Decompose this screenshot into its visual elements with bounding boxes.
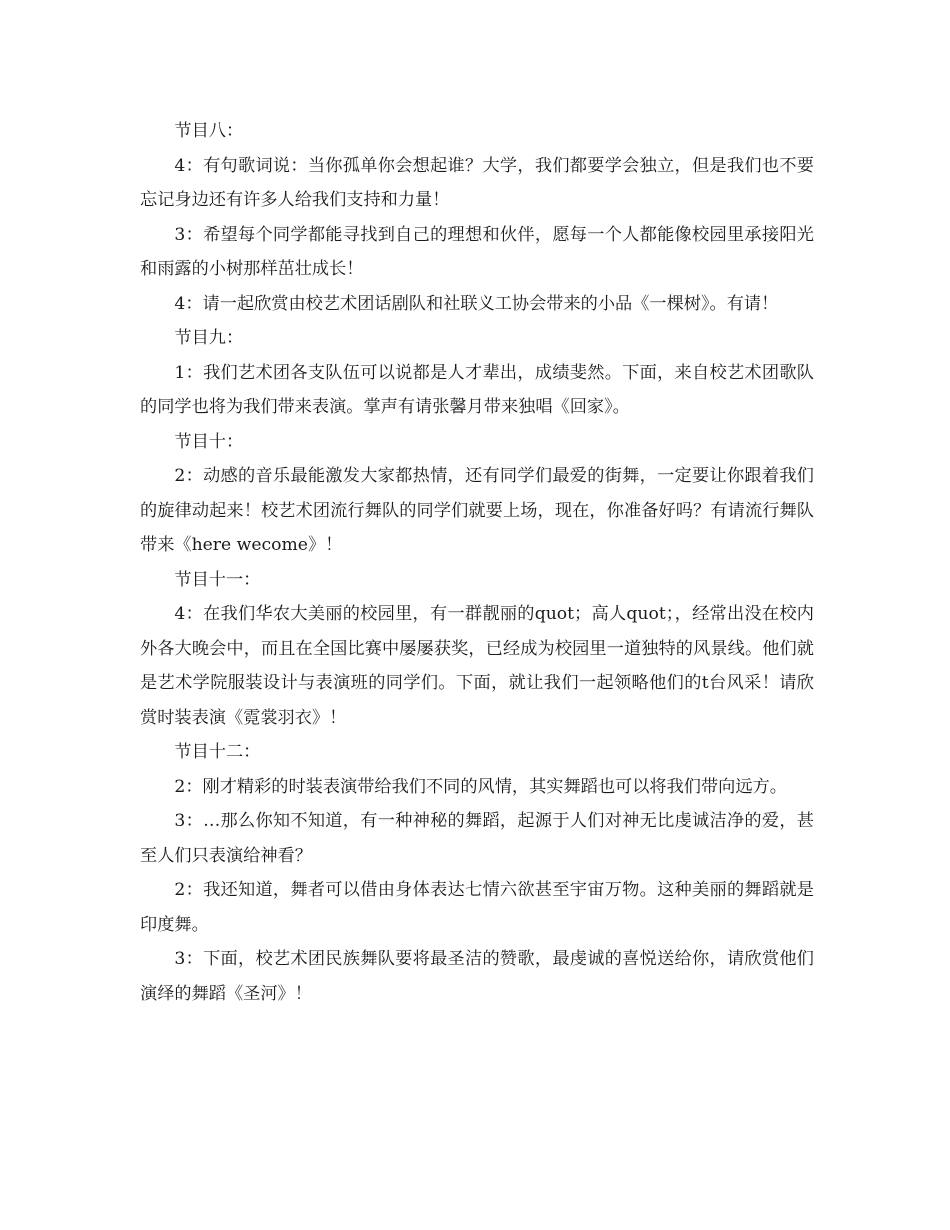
section-heading-8: 节目八： xyxy=(174,121,244,141)
section-heading-10: 节目十： xyxy=(174,431,244,452)
paragraph: 3：…那么你知不知道，有一种神秘的舞蹈，起源于人们对神无比虔诚洁净的爱，甚至人们只表演给神看？ xyxy=(140,811,814,866)
paragraph: 3：下面，校艺术团民族舞队要将最圣洁的赞歌，最虔诚的喜悦送给你，请欣赏他们演绎的舞蹈《圣河》！ xyxy=(140,949,814,1004)
paragraph: 3：希望每个同学都能寻找到自己的理想和伙伴，愿每一个人都能像校园里承接阳光和雨露的小树那样茁壮成长！ xyxy=(140,224,814,279)
section-heading-12: 节目十二： xyxy=(174,742,261,762)
paragraph: 4：请一起欣赏由校艺术团话剧队和社联义工协会带来的小品《一棵树》。有请！ xyxy=(174,293,779,314)
paragraph: 1：我们艺术团各支队伍可以说都是人才辈出，成绩斐然。下面，来自校艺术团歌队的同学也将为我们带来表演。掌声有请张馨月带来独唱《回家》。 xyxy=(140,362,814,417)
paragraph: 2：刚才精彩的时装表演带给我们不同的风情，其实舞蹈也可以将我们带向远方。 xyxy=(174,776,787,797)
paragraph: 4：有句歌词说：当你孤单你会想起谁？大学，我们都要学会独立，但是我们也不要忘记身边还有许多人给我们支持和力量！ xyxy=(140,155,814,210)
section-heading-11: 节目十一： xyxy=(174,569,261,590)
section-heading-9: 节目九： xyxy=(174,328,244,348)
document-page xyxy=(140,114,814,1011)
paragraph: 4：在我们华农大美丽的校园里，有一群靓丽的quot；高人quot；，经常出没在校内外各大晚会中，而且在全国比赛中屡屡获奖，已经成为校园里一道独特的风景线。他们就是艺术学院服装设计与表演班的同学们。下面，就让我们一起领略他们的t台风采！请欣赏时装表演《霓裳羽衣》！ xyxy=(140,604,814,728)
paragraph: 2：动感的音乐最能激发大家都热情，还有同学们最爱的街舞，一定要让你跟着我们的旋律动起来！校艺术团流行舞队的同学们就要上场，现在，你准备好吗？有请流行舞队带来《here wecome》！ xyxy=(140,466,814,555)
paragraph: 2：我还知道，舞者可以借由身体表达七情六欲甚至宇宙万物。这种美丽的舞蹈就是印度舞。 xyxy=(140,880,814,935)
